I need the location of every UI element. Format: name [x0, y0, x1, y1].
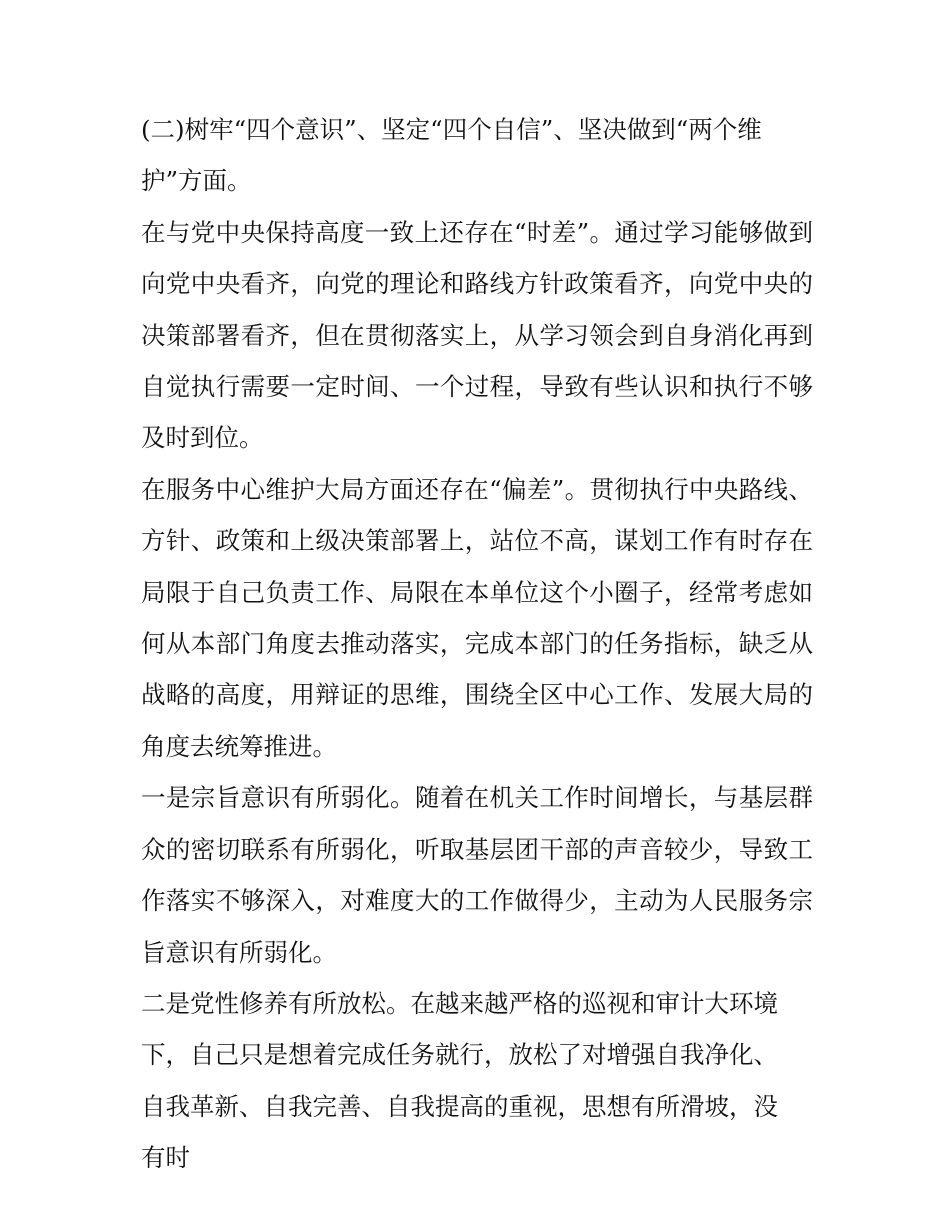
paragraph-deviation: 在服务中心维护大局方面还存在“偏差”。贯彻执行中央路线、方针、政策和上级决策部署上，站位不高，谋划工作有时存在局限于自己负责工作、局限在本单位这个小圈子，经常考虑如何从本部门角度去推动落实，完成本部门的任务指标，缺乏从战略的高度，用辩证的思维，围绕全区中心工作、发展大局的角度去统筹推进。	[141, 474, 813, 761]
paragraph-party-cultivation: 二是党性修养有所放松。在越来越严格的巡视和审计大环境下，自己只是想着完成任务就行，放松了对增强自我净化、自我革新、自我完善、自我提高的重视，思想有所滑坡，没有时	[141, 988, 778, 1173]
document-body	[141, 104, 813, 1184]
paragraph-time-lag: 在与党中央保持高度一致上还存在“时差”。通过学习能够做到向党中央看齐，向党的理论和路线方针政策看齐，向党中央的决策部署看齐，但在贯彻落实上，从学习领会到自身消化再到自觉执行需要一定时间、一个过程，导致有些认识和执行不够及时到位。	[141, 217, 813, 453]
paragraph-purpose-awareness: 一是宗旨意识有所弱化。随着在机关工作时间增长，与基层群众的密切联系有所弱化，听取基层团干部的声音较少，导致工作落实不够深入，对难度大的工作做得少，主动为人民服务宗旨意识有所弱化。	[141, 783, 813, 967]
section-heading: (二)树牢“四个意识”、坚定“四个自信”、坚决做到“两个维护”方面。	[141, 115, 762, 196]
